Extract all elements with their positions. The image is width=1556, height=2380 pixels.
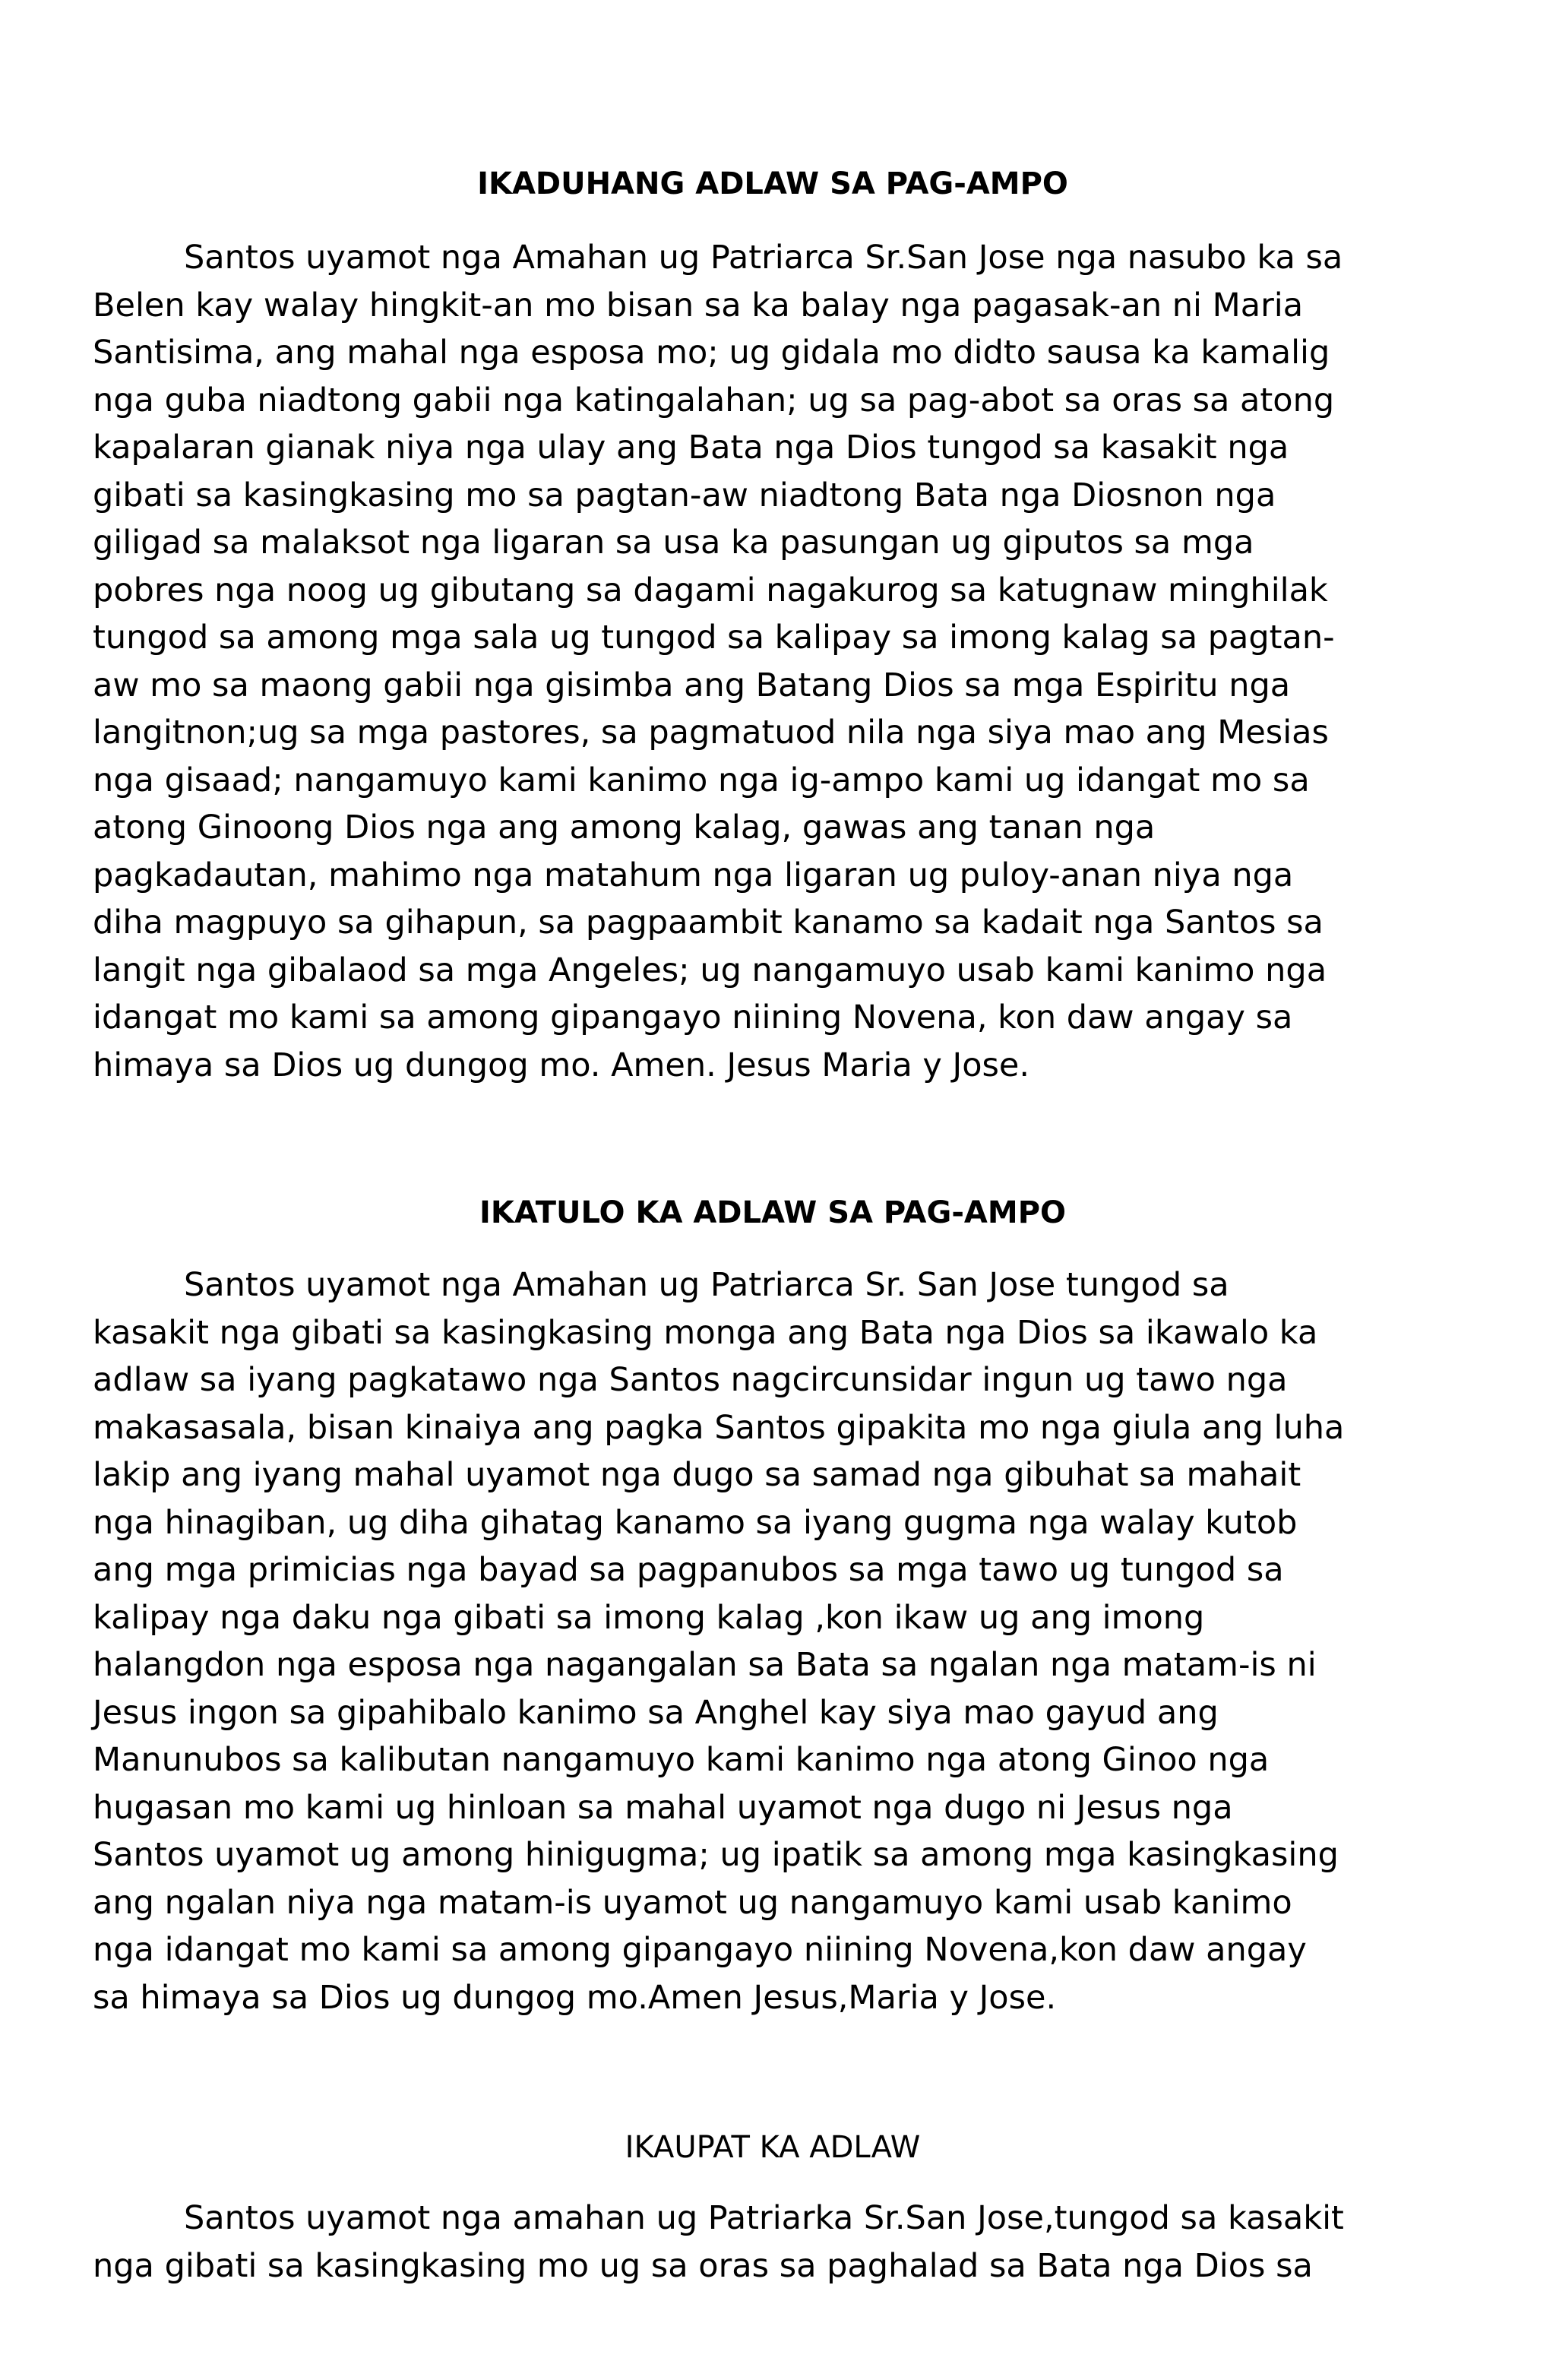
paragraph-line: kasakit nga gibati sa kasingkasing monga ang Bata nga Dios sa ikawalo ka <box>93 1313 1318 1352</box>
section-heading-day-2: IKADUHANG ADLAW SA PAG-AMPO <box>477 166 1068 201</box>
section-heading-day-4: IKAUPAT KA ADLAW <box>625 2130 921 2165</box>
paragraph-line: atong Ginoong Dios nga ang among kalag, gawas ang tanan nga <box>93 809 1156 847</box>
paragraph-line: kapalaran gianak niya nga ulay ang Bata nga Dios tungod sa kasakit nga <box>93 429 1289 467</box>
paragraph-line: hugasan mo kami ug hinloan sa mahal uyamot nga dugo ni Jesus nga <box>93 1788 1233 1827</box>
paragraph-line: Santos uyamot ug among hinigugma; ug ipatik sa among mga kasingkasing <box>93 1836 1339 1874</box>
paragraph-line: giligad sa malaksot nga ligaran sa usa ka pasungan ug giputos sa mga <box>93 524 1254 562</box>
paragraph-line: Belen kay walay hingkit-an mo bisan sa ka balay nga pagasak-an ni Maria <box>93 286 1304 324</box>
paragraph-line: Santisima, ang mahal nga esposa mo; ug gidala mo didto sausa ka kamalig <box>93 334 1330 372</box>
prayer-paragraph-day-2 <box>93 234 1453 1089</box>
paragraph-line: nga gibati sa kasingkasing mo ug sa oras sa paghalad sa Bata nga Dios sa <box>93 2246 1313 2285</box>
prayer-paragraph-day-3 <box>93 1261 1453 2021</box>
paragraph-line: kalipay nga daku nga gibati sa imong kalag ,kon ikaw ug ang imong <box>93 1598 1205 1637</box>
paragraph-line: diha magpuyo sa gihapun, sa pagpaambit kanamo sa kadait nga Santos sa <box>93 904 1324 942</box>
paragraph-line: ang mga primicias nga bayad sa pagpanubos sa mga tawo ug tungod sa <box>93 1551 1284 1589</box>
paragraph-line: pagkadautan, mahimo nga matahum nga ligaran ug puloy-anan niya nga <box>93 856 1294 894</box>
prayer-paragraph-day-4 <box>93 2195 1453 2290</box>
paragraph-line: Manunubos sa kalibutan nangamuyo kami kanimo nga atong Ginoo nga <box>93 1741 1270 1779</box>
paragraph-line: nga idangat mo kami sa among gipangayo niining Novena,kon daw angay <box>93 1931 1307 1969</box>
paragraph-line: Santos uyamot nga amahan ug Patriarka Sr.San Jose,tungod sa kasakit <box>184 2199 1344 2237</box>
paragraph-line: makasasala, bisan kinaiya ang pagka Santos gipakita mo nga giula ang luha <box>93 1408 1345 1447</box>
paragraph-line: langitnon;ug sa mga pastores, sa pagmatuod nila nga siya mao ang Mesias <box>93 714 1329 752</box>
paragraph-line: pobres nga noog ug gibutang sa dagami nagakurog sa katugnaw minghilak <box>93 571 1328 609</box>
paragraph-line: nga gisaad; nangamuyo kami kanimo nga ig-ampo kami ug idangat mo sa <box>93 761 1310 799</box>
paragraph-line: gibati sa kasingkasing mo sa pagtan-aw niadtong Bata nga Diosnon nga <box>93 476 1276 514</box>
section-heading-day-3: IKATULO KA ADLAW SA PAG-AMPO <box>479 1195 1067 1230</box>
paragraph-line: himaya sa Dios ug dungog mo. Amen. Jesus Maria y Jose. <box>93 1046 1030 1084</box>
paragraph-line: ang ngalan niya nga matam-is uyamot ug nangamuyo kami usab kanimo <box>93 1883 1292 1922</box>
paragraph-line: lakip ang iyang mahal uyamot nga dugo sa samad nga gibuhat sa mahait <box>93 1456 1301 1494</box>
paragraph-line: Jesus ingon sa gipahibalo kanimo sa Anghel kay siya mao gayud ang <box>93 1693 1219 1732</box>
paragraph-line: nga hinagiban, ug diha gihatag kanamo sa iyang gugma nga walay kutob <box>93 1503 1298 1542</box>
paragraph-line: nga guba niadtong gabii nga katingalahan; ug sa pag-abot sa oras sa atong <box>93 381 1335 419</box>
paragraph-line: halangdon nga esposa nga nagangalan sa Bata sa ngalan nga matam-is ni <box>93 1646 1317 1684</box>
paragraph-line: langit nga gibalaod sa mga Angeles; ug nangamuyo usab kami kanimo nga <box>93 951 1327 989</box>
paragraph-line: sa himaya sa Dios ug dungog mo.Amen Jesus,Maria y Jose. <box>93 1978 1057 2017</box>
paragraph-line: idangat mo kami sa among gipangayo niining Novena, kon daw angay sa <box>93 999 1293 1037</box>
paragraph-line: aw mo sa maong gabii nga gisimba ang Batang Dios sa mga Espiritu nga <box>93 666 1291 704</box>
paragraph-line: adlaw sa iyang pagkatawo nga Santos nagcircunsidar ingun ug tawo nga <box>93 1361 1288 1399</box>
paragraph-line: tungod sa among mga sala ug tungod sa kalipay sa imong kalag sa pagtan- <box>93 619 1335 657</box>
paragraph-line: Santos uyamot nga Amahan ug Patriarca Sr. San Jose tungod sa <box>184 1266 1229 1304</box>
paragraph-line: Santos uyamot nga Amahan ug Patriarca Sr.San Jose nga nasubo ka sa <box>184 239 1343 277</box>
